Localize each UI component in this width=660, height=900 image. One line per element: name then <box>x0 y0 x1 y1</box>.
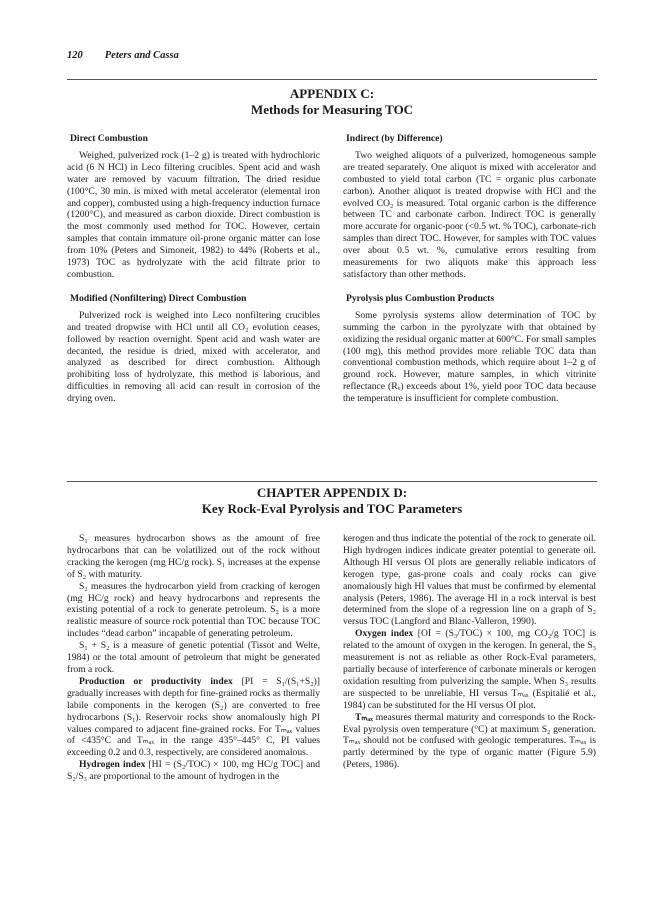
appendix-d-title: CHAPTER APPENDIX D: <box>256 485 408 500</box>
section-heading: Direct Combustion <box>70 133 148 144</box>
paragraph-text: [HI = (S₂/TOC) × 100, mg HC/g TOC] and S₂/S₃ are proportional to the amount of hydrogen in the <box>67 759 320 783</box>
section-text: Some pyrolysis systems allow determination of TOC by summing the carbon in the pyrolyzate with that obtained by oxidizing the residual organic matter at 600°C. For small samples (100 mg), this method provides more reliable TOC data than conventional combustion methods, which require about 1–2 g of ground rock. However, mature samples, in which vitrinite reflectance (Rₒ) exceeds about 1%, yield poor TOC data because the temperature is insufficient for complete combustion. <box>343 309 596 405</box>
paragraph <box>67 676 320 759</box>
appendix-d-right-column <box>343 533 596 771</box>
paragraph <box>343 712 596 772</box>
paragraph <box>67 640 320 676</box>
paragraph-text: [PI = S₁/(S₁+S₂)] gradually increases with depth for fine-grained rocks as thermally labile components in the kerogen (S₂) are converted to free hydrocarbons (S₁). Reservoir rocks show anomalously high PI values compared to adjacent fine-grained rocks. For Tₘₐₓ values of <435°C and Tₘₐₓ in the range 435°–445° C, PI values exceeding 0.2 and 0.3, respectively, are considered anomalous. <box>67 675 320 759</box>
section-text: Pulverized rock is weighed into Leco nonfiltering crucibles and treated dropwise with HCl until all CO₂ evolution ceases, followed by reaction overnight. Spent acid and wash water are decanted, the residue is dried, mixed with accelerator, and analyzed as described for direct combustion. Although prohibiting loss of hydrolyzate, this method is laborious, and difficulties in removing all acid can result in corrosion of the drying oven. <box>67 309 320 405</box>
paragraph-continued <box>343 533 596 628</box>
run-in-heading: Tₘₐₓ <box>355 711 373 723</box>
divider <box>67 79 597 80</box>
running-head <box>67 50 201 61</box>
paragraph <box>67 581 320 641</box>
paragraph-text: S₁ measures hydrocarbon shows as the amount of free hydrocarbons that can be volatilized out of the rock without cracking the kerogen (mg HC/g rock). S₁ increases at the expense of S₂ with maturity. <box>67 533 320 580</box>
paragraph-text: measures thermal maturity and corresponds to the Rock-Eval pyrolysis oven temperature (°C) at maximum S₂ generation. Tₘₐₓ should not be confused with geologic temperatures. Tₘₐₓ is partly determined by the type of organic matter (Figure 5.9) (Peters, 1986). <box>343 711 596 771</box>
appendix-c-left-column <box>67 133 320 405</box>
section-heading: Pyrolysis plus Combustion Products <box>346 292 495 304</box>
paragraph-split <box>67 759 320 783</box>
appendix-d-left-column <box>67 533 320 783</box>
paragraph <box>343 628 596 711</box>
paragraph-text: S₂ measures the hydrocarbon yield from cracking of kerogen (mg HC/g rock) and heavy hydrocarbons and represents the existing potential of a rock to generate petroleum. S₂ is a more realistic measure of source rock potential than TOC because TOC includes “dead carbon” incapable of generating petroleum. <box>67 580 320 640</box>
appendix-c-subtitle: Methods for Measuring TOC <box>250 102 414 117</box>
divider <box>67 481 597 482</box>
run-in-heading: Production or productivity index <box>79 675 233 687</box>
appendix-d-subtitle: Key Rock-Eval Pyrolysis and TOC Parameters <box>201 501 463 516</box>
paragraph-text: kerogen and thus indicate the potential of the rock to generate oil. High hydrogen indices indicate greater potential to generate oil. Although HI versus OI plots are generally reliable indicators of kerogen type, gas-prone coals and coaly rocks can give anomalously high HI values that must be confirmed by elemental analysis (Peters, 1986). The average HI in a rock interval is best determined from the slope of a regression line on a graph of S₂ versus TOC (Langford and Blanc-Valleron, 1990). <box>343 533 596 628</box>
paragraph <box>67 533 320 581</box>
run-in-heading: Hydrogen index <box>79 759 146 771</box>
section-heading: Indirect (by Difference) <box>346 133 443 144</box>
section-text: Two weighed aliquots of a pulverized, homogeneous sample are treated separately. One aliquot is mixed with accelerator and combusted to yield total carbon (TC = organic plus carbonate carbon). Another aliquot is treated dropwise with HCl and the evolved CO₂ is measured. Total organic carbon is the difference between TC and carbonate carbon. Indirect TOC is generally more accurate for organic-poor (<0.5 wt. % TOC), carbonate-rich samples than direct TOC. However, for samples with TOC values over about 0.5 wt. %, cumulative errors resulting from measurements for two aliquots make this approach less satisfactory than other methods. <box>343 149 596 280</box>
appendix-c-title: APPENDIX C: <box>289 86 375 101</box>
paragraph-text: [OI = (S₃/TOC) × 100, mg CO₂/g TOC] is related to the amount of oxygen in the kerogen. In general, the S₃ measurement is not as reliable as other Rock-Eval parameters, partially because of interference of carbonate minerals or kerogen oxidation resulting from pulverizing the sample. When S₃ results are suspected to be unreliable, HI versus Tₘₐₓ (Espitalié et al., 1984) can be substituted for the HI versus OI plot. <box>343 628 596 711</box>
running-head-authors: Peters and Cassa <box>104 50 179 61</box>
appendix-c-right-column <box>343 133 596 405</box>
section-text: Weighed, pulverized rock (1–2 g) is treated with hydrochloric acid (6 N HCl) in Leco filtering crucibles. Spent acid and wash water are removed by vacuum filtration. The dried residue (100°C, 30 min. is mixed with metal accelerator (elemental iron and copper), combusted using a high-frequency induction furnace (1200°C), and measured as carbon dioxide. Direct combustion is the most commonly used method for TOC. However, certain samples that contain immature oil-prone organic matter can lose from 10% (Peters and Simoneit, 1982) to 44% (Roberts et al., 1973) TOC as hydrolyzate with the acid filtrate prior to combustion. <box>67 149 320 280</box>
appendix-d-heading <box>67 485 597 517</box>
section-heading: Modified (Nonfiltering) Direct Combustion <box>70 292 247 304</box>
appendix-c-heading <box>67 86 597 118</box>
paragraph-text: S₁ + S₂ is a measure of genetic potential (Tissot and Welte, 1984) or the total amount of petroleum that might be generated from a rock. <box>67 640 320 675</box>
run-in-heading: Oxygen index <box>355 628 414 640</box>
page-number: 120 <box>67 50 83 61</box>
